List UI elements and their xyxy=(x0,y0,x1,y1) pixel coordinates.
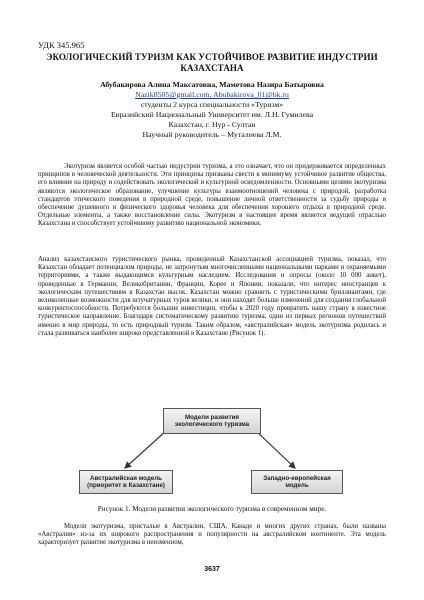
paper-title xyxy=(40,52,384,74)
page-number: 3637 xyxy=(204,566,220,573)
box-right-label: Западно-европейская модель xyxy=(263,474,331,489)
paragraph-3: Модели экотуризма, присталые в Австралии, США, Канаде и многих других странах, были названы «Австралия» из-за их широкого распространения и популярности на австралийском континенте. Эта модель характеризует развитие экотуризма в неизменном, xyxy=(38,523,386,547)
author-info xyxy=(40,90,384,140)
udk-code: УДК 345.965 xyxy=(38,40,85,50)
box-left-label-2: (приоритет в Казахстане) xyxy=(87,482,165,489)
box-australian-model xyxy=(79,470,173,494)
affiliation-line-1: студенты 2 курса специальности «Туризм» xyxy=(140,100,284,109)
figure-caption: Рисунок 1. Модели развития экологического туризма в современном мире. xyxy=(97,505,327,513)
body-section-1 xyxy=(38,163,386,229)
paragraph-2: Анализ казахстанского туристического рынка, проведенный Казахстанской ассоциацией туризма, показал, что Казахстан обладает потенциалом природы, не затронутым многочисленными национальными парками и охраняемыми территориями, а также выдающимся культурным наследием. Исследования и опросы (около 10 000 анкет), проведенные в Германии, Великобритании, Франции, Корее и Японии, показали, что интерес иностранцев к экологическим путешествиям в Казахстан высок. Казахстан можно сравнить с туристическими бриллиантами, где великолепные возможности для штучатурных туров велики, и они находят больше изменений для создания глобальной конкурентоспособности. Потребуются большие инвестиции, чтобы к 2020 году превратить нашу страну в известное туристическое направление. Благодаря систематическому развитию туризма, одни из первых регионов путешествий именно в мир природы, то есть природный туризм. Таким образом, «австралийская» модель экотуризма родилась и стала развиваться наиболее широко представленной в Казахстане (Рисунок 1). xyxy=(38,256,386,337)
figure-1 xyxy=(75,408,349,498)
title-line-1: ЭКОЛОГИЧЕСКИЙ ТУРИЗМ КАК УСТОЙЧИВОЕ РАЗВИТИЕ ИНДУСТРИИ xyxy=(46,52,378,62)
title-line-2: КАЗАХСТАНА xyxy=(180,63,244,73)
box-west-european-model xyxy=(251,470,343,494)
box-top-label: Модели развития экологического туризма xyxy=(174,413,250,428)
arrow-left xyxy=(125,430,167,468)
affiliation-line-2: Евразийский Национальный Университет им. Л.Н. Гумилева xyxy=(110,110,314,119)
paragraph-1: Экотуризм является особой частью индустрии туризма, а это означает, что он придерживается определенных принципов в человеческой деятельности. Эти принципы призваны свести к минимуму устойчивое развитие общества, его влияние на природу и содействовать экологической и культурной осведомленности. Основными целями экотуризма являются экологическое образование, улучшение культуры взаимоотношений человека с природой, разработка стандартов этического поведения в природной среде, повышение личной ответственности за судьбу природы и обеспечение душевного и физического здоровья человека для обеспечения хорошего отдыха в природной среде. Отдельные элементы, а также восстановление силы. Экотуризм в настоящее время является ведущей отраслью Казахстана и способствует устойчивому развитию национальной экономики. xyxy=(38,163,386,228)
body-section-2 xyxy=(38,256,386,338)
box-left-label-1: Австралийская модель xyxy=(90,474,162,482)
author-emails[interactable]: Nazik8505@gmail.com, Abubakirova_01@bk.ru xyxy=(135,90,289,99)
scientific-advisor: Научный руководитель – Муталиева Л.М. xyxy=(142,130,282,139)
affiliation-line-3: Казахстан, г. Нур - Султан xyxy=(168,120,256,129)
authors: Абубакирова Алина Максатовна, Маметова Назира Батыровна xyxy=(100,80,324,89)
arrow-right xyxy=(255,430,295,468)
body-section-3 xyxy=(38,523,386,548)
box-ecotourism-models xyxy=(163,408,261,434)
